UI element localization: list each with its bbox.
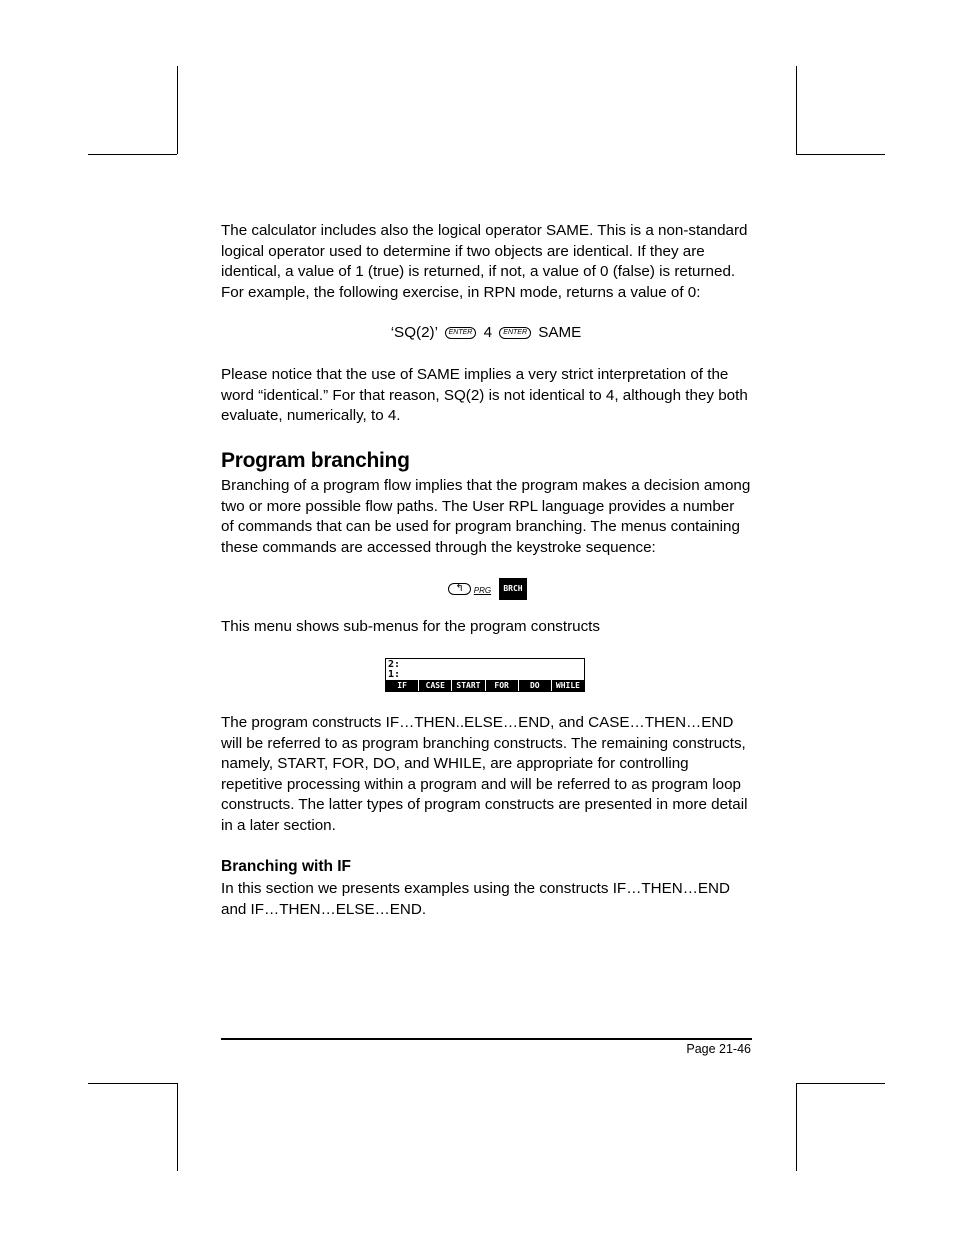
heading-branching-with-if: Branching with IF (221, 858, 352, 875)
crop-mark-br-v (796, 1083, 797, 1171)
prg-label: PRG (473, 586, 492, 596)
paragraph-text: Please notice that the use of SAME implies a very strict interpretation of the word “identical.” For that reason, SQ(2) is not identical to 4, although they both evaluate, numerically, to 4. (221, 366, 748, 425)
heading-program-branching: Program branching (221, 449, 410, 472)
page-number: Page 21-46 (686, 1042, 751, 1056)
example-operator: SAME (538, 324, 582, 341)
paragraph-branching-intro (221, 476, 751, 558)
paragraph-if-intro (221, 879, 751, 920)
stack-level-1: 1: (388, 669, 401, 680)
crop-mark-br-h (796, 1083, 885, 1084)
left-shift-key-icon: ↰ (448, 583, 470, 595)
crop-mark-tr-v (796, 66, 797, 154)
calculator-screen (385, 658, 585, 692)
keystroke-sequence (221, 578, 751, 601)
paragraph-constructs (221, 713, 751, 837)
paragraph-text: This menu shows sub-menus for the program constructs (221, 618, 600, 635)
stack-level-2: 2: (388, 659, 401, 670)
menu-for: FOR (486, 680, 519, 691)
crop-mark-bl-h (88, 1083, 177, 1084)
paragraph-text: In this section we presents examples using the constructs IF…THEN…END and IF…THEN…ELSE…END. (221, 880, 730, 918)
example-number: 4 (483, 324, 493, 341)
example-keystrokes (221, 323, 751, 343)
menu-start: START (452, 680, 485, 691)
crop-mark-tl-v (177, 66, 178, 154)
paragraph-same-note (221, 365, 751, 427)
enter-key-icon: ENTER (445, 327, 477, 339)
crop-mark-tl-h (88, 154, 177, 155)
footer-rule (221, 1038, 752, 1040)
paragraph-text: The program constructs IF…THEN..ELSE…END, and CASE…THEN…END will be referred to as program branching constructs. The remaining constructs, namely, START, FOR, DO, and WHILE, are appropriate for controlling repetitive processing within a program and will be referred to as program loop constructs. The latter types of program constructs are presented in more detail in a later section. (221, 714, 748, 834)
crop-mark-bl-v (177, 1083, 178, 1171)
paragraph-text: Branching of a program flow implies that the program makes a decision among two or more possible flow paths. The User RPL language provides a number of commands that can be used for program branching. The menus containing these commands are accessed through the keystroke sequence: (221, 477, 751, 556)
paragraph-submenus (221, 617, 751, 638)
menu-if: IF (386, 680, 419, 691)
crop-mark-tr-h (796, 154, 885, 155)
menu-do: DO (519, 680, 552, 691)
enter-key-icon: ENTER (499, 327, 531, 339)
brch-softkey: BRCH (499, 578, 526, 600)
soft-menu-bar (386, 680, 584, 691)
menu-while: WHILE (552, 680, 584, 691)
paragraph-text: The calculator includes also the logical operator SAME. This is a non-standard logical operator used to determine if two objects are identical. If they are identical, a value of 1 (true) is returned, if not, a value of 0 (false) is returned. For example, the following exercise, in RPN mode, returns a value of 0: (221, 222, 748, 301)
menu-case: CASE (419, 680, 452, 691)
example-expression: ‘SQ(2)’ (390, 324, 438, 341)
paragraph-same-intro (221, 221, 751, 303)
